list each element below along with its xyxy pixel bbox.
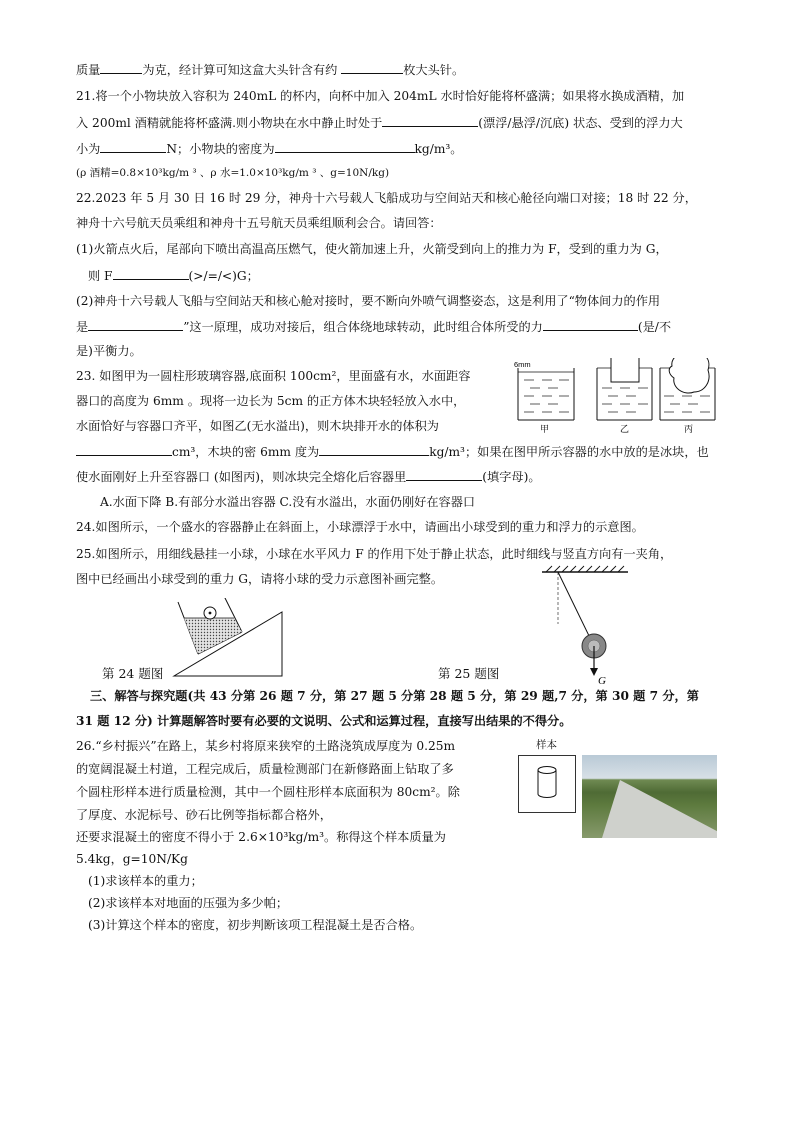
q23-figure xyxy=(512,358,718,436)
section3-heading-line2: 31 题 12 分) 计算题解答时要有必要的文说明、公式和运算过程，直接写出结果的不得分。 xyxy=(76,714,572,728)
answer-blank[interactable] xyxy=(406,469,482,481)
q21-line3: 小为 N；小物块的密度为 kg/m³。 xyxy=(76,142,463,156)
answer-blank[interactable] xyxy=(76,444,172,456)
road xyxy=(602,780,717,838)
q26-line3: 个圆柱形样本进行质量检测，其中一个圆柱形样本底面积为 80cm²。除 xyxy=(76,785,460,799)
fig24-caption: 第 24 题图 xyxy=(102,666,164,681)
label-g: G xyxy=(598,675,606,687)
q26-sub3: (3)计算这个样本的密度，初步判断该项工程混凝土是否合格。 xyxy=(88,918,423,932)
q25-line2: 图中已经画出小球受到的重力 G，请将小球的受力示意图补画完整。 xyxy=(76,572,444,586)
q23-line2: 器口的高度为 6mm 。现将一边长为 5cm 的正方体木块轻轻放入水中， xyxy=(76,394,466,408)
answer-blank[interactable] xyxy=(543,319,638,331)
label-6mm: 6mm xyxy=(514,360,531,369)
q23-line5: 使水面刚好上升至容器口 (如图丙)，则冰块完全熔化后容器里 (填字母)。 xyxy=(76,470,541,484)
q23-options: A.水面下降 B.有部分水溢出容器 C.没有水溢出，水面仍刚好在容器口 xyxy=(100,495,476,509)
cylinder-icon xyxy=(519,756,575,812)
q23-line4: cm³，木块的密 6mm 度为 kg/m³；如果在图甲所示容器的水中放的是冰块，也 xyxy=(76,444,709,460)
answer-blank[interactable] xyxy=(100,141,166,153)
q23-line1: 23. 如图甲为一圆柱形玻璃容器,底面积 100cm²，里面盛有水，水面距容 xyxy=(76,369,471,383)
q21-constants: (ρ 酒精=0.8×10³kg/m ³ 、ρ 水=1.0×10³kg/m ³ 、g=10N/kg) xyxy=(76,167,390,179)
container-jia xyxy=(518,368,574,420)
q25-figure xyxy=(540,564,630,690)
answer-blank[interactable] xyxy=(382,115,478,127)
label-bing: 丙 xyxy=(684,425,694,435)
q25-line1: 25.如图所示，用细线悬挂一小球，小球在水平风力 F 的作用下处于静止状态，此时细线与竖直方向有一夹角， xyxy=(76,547,673,561)
answer-blank[interactable] xyxy=(319,444,429,456)
q26-sub1: (1)求该样本的重力； xyxy=(88,874,203,888)
village-road-photo xyxy=(582,755,717,838)
answer-blank[interactable] xyxy=(88,319,183,331)
q22-line1: 22.2023 年 5 月 30 日 16 时 29 分，神舟十六号载人飞船成功与空间站天和核心舱径向端口对接；18 时 22 分， xyxy=(76,191,697,205)
q22-line2: 神舟十六号航天员乘组和神舟十五号航天员乘组顺利会合。请回答： xyxy=(76,216,442,230)
string xyxy=(558,572,592,642)
label-yi: 乙 xyxy=(620,425,630,435)
q22-part2: (2)神舟十六号载人飞船与空间站天和核心舱对接时，要不断向外喷气调整姿态，这是利用了“物体间力的作用 xyxy=(76,294,661,308)
q22-part1: (1)火箭点火后，尾部向下喷出高温高压燃气，使火箭加速上升，火箭受到向上的推力为 F，受到的重力为 G， xyxy=(76,242,668,256)
q26-line1: 26.“乡村振兴”在路上，某乡村将原来狭窄的土路浇筑成厚度为 0.25m xyxy=(76,739,456,753)
answer-blank[interactable] xyxy=(275,141,415,153)
sample-box xyxy=(518,755,576,813)
answer-blank[interactable] xyxy=(341,62,403,74)
q26-line2: 的宽阔混凝土村道，工程完成后，质量检测部门在新修路面上钻取了多 xyxy=(76,762,454,776)
answer-blank[interactable] xyxy=(100,62,142,74)
q21-line2: 入 200ml 酒精就能将杯盛满.则小物块在水中静止时处于 (漂浮/悬浮/沉底) 状态、受到的浮力大 xyxy=(76,116,683,130)
label-jia: 甲 xyxy=(540,425,550,435)
section3-heading: 三、解答与探究题(共 43 分第 26 题 7 分，第 27 题 5 分第 28 题 5 分，第 29 题,7 分，第 30 题 7 分，第 xyxy=(90,689,699,703)
sample-label: 样本 xyxy=(536,739,557,751)
q22-part1-answer: 则 F (>/=/<)G； xyxy=(88,269,259,283)
q21-line1: 21.将一个小物块放入容积为 240mL 的杯内，向杯中加入 204mL 水时恰好能将杯盛满；如果将水换成酒精，加 xyxy=(76,89,685,103)
q20-tail: 质量 为克，经计算可知这盒大头针含有约 枚大头针。 xyxy=(76,63,465,77)
q26-line5: 还要求混凝土的密度不得小于 2.6×10³kg/m³。称得这个样本质量为 xyxy=(76,830,446,844)
q26-line6: 5.4kg，g=10N/Kg xyxy=(76,852,188,866)
q22-part2-line2: 是 ”这一原理，成功对接后，组合体绕地球转动，此时组合体所受的力 (是/不 xyxy=(76,320,672,334)
container-bing xyxy=(660,358,715,420)
fig25-caption: 第 25 题图 xyxy=(438,666,500,681)
q26-sub2: (2)求该样本对地面的压强为多少帕； xyxy=(88,896,289,910)
q24-figure xyxy=(170,598,290,680)
q26-line4: 了厚度、水泥标号、砂石比例等指标都合格外， xyxy=(76,808,332,822)
container-yi xyxy=(597,358,652,420)
q22-part2-line3: 是)平衡力。 xyxy=(76,344,142,358)
answer-blank[interactable] xyxy=(113,268,189,280)
q24-text: 24.如图所示，一个盛水的容器静止在斜面上，小球漂浮于水中，请画出小球受到的重力和浮力的示意图。 xyxy=(76,520,644,534)
q23-line3: 水面恰好与容器口齐平，如图乙(无水溢出)，则木块排开水的体积为 xyxy=(76,419,439,433)
